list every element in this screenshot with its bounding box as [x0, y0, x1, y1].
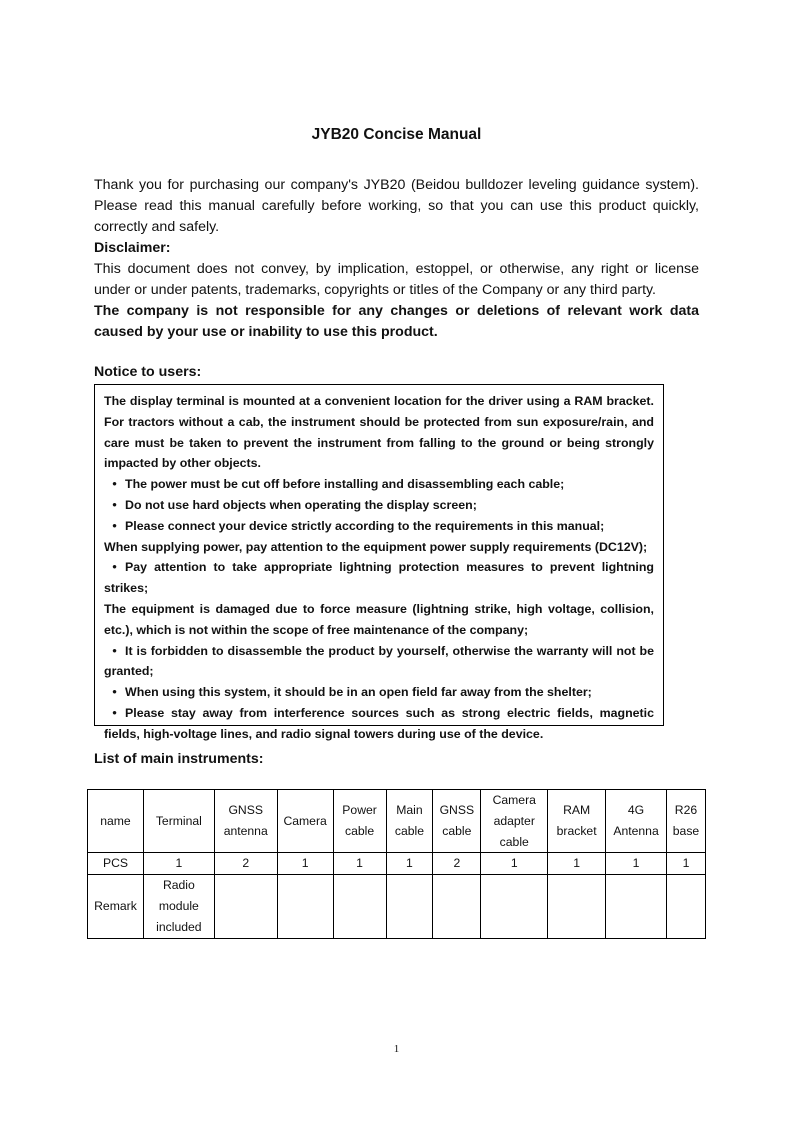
table-header-cell: R26 base	[666, 790, 705, 853]
bullet-icon: •	[112, 518, 117, 533]
table-cell	[481, 875, 548, 938]
notice-text: Do not use hard objects when operating the display screen;	[125, 497, 477, 512]
notice-paragraph	[104, 599, 654, 641]
bullet-icon: •	[112, 705, 117, 720]
table-cell: Radio module included	[143, 875, 214, 938]
intro-section	[94, 175, 699, 343]
table-cell: 1	[277, 853, 333, 875]
notice-bullet-item	[104, 703, 654, 745]
bullet-icon: •	[112, 477, 117, 492]
table-header-cell: Main cable	[386, 790, 433, 853]
table-cell: 2	[214, 853, 277, 875]
table-header-cell: GNSS antenna	[214, 790, 277, 853]
notice-bullet-item	[104, 516, 654, 537]
notice-heading: Notice to users:	[94, 364, 202, 380]
bullet-icon: •	[112, 643, 117, 658]
table-cell: 1	[666, 853, 705, 875]
instruments-heading: List of main instruments:	[94, 751, 264, 767]
table-cell	[214, 875, 277, 938]
bullet-icon: •	[112, 685, 117, 700]
notice-text: The equipment is damaged due to force measure (lightning strike, high voltage, collision, etc.), which is not within the scope of free maintenance of the company;	[104, 601, 654, 637]
table-header-cell: RAM bracket	[548, 790, 606, 853]
disclaimer-text: This document does not convey, by implication, estoppel, or otherwise, any right or license under or under patents, trademarks, copyrights or titles of the Company or any third party.	[94, 261, 699, 298]
notice-paragraph	[104, 537, 654, 558]
table-cell: 2	[433, 853, 481, 875]
table-cell: PCS	[88, 853, 144, 875]
table-cell	[277, 875, 333, 938]
disclaimer-bold-text: The company is not responsible for any changes or deletions of relevant work data caused by your use or inability to use this product.	[94, 303, 699, 340]
notice-bullet-item	[104, 641, 654, 683]
notice-bullet-item	[104, 557, 654, 599]
table-row	[88, 853, 706, 875]
table-header-cell: Camera adapter cable	[481, 790, 548, 853]
table-header-cell: 4G Antenna	[606, 790, 667, 853]
table-cell: 1	[143, 853, 214, 875]
notice-text: When using this system, it should be in an open field far away from the shelter;	[125, 685, 592, 700]
table-cell	[386, 875, 433, 938]
notice-box	[94, 384, 664, 741]
bullet-icon: •	[112, 560, 117, 575]
table-cell	[333, 875, 386, 938]
notice-bullet-item	[104, 495, 654, 516]
notice-bullet-item	[104, 474, 654, 495]
table-row	[88, 875, 706, 938]
notice-text: It is forbidden to disassemble the product by yourself, otherwise the warranty will not be granted;	[104, 643, 654, 679]
table-cell	[548, 875, 606, 938]
table-cell	[606, 875, 667, 938]
table-cell: Remark	[88, 875, 144, 938]
table-cell: 1	[333, 853, 386, 875]
table-header-cell: name	[88, 790, 144, 853]
notice-text: Please stay away from interference sources such as strong electric fields, magnetic fields, high-voltage lines, and radio signal towers during use of the device.	[104, 705, 654, 741]
bullet-icon: •	[112, 497, 117, 512]
notice-text: The display terminal is mounted at a convenient location for the driver using a RAM bracket. For tractors without a cab, the instrument should be protected from sun exposure/rain, and care must be taken to prevent the instrument from falling to the ground or being strongly impacted by other objects.	[104, 394, 654, 471]
table-cell: 1	[606, 853, 667, 875]
table-header-row	[88, 790, 706, 853]
table-header-cell: GNSS cable	[433, 790, 481, 853]
table-header-cell: Terminal	[143, 790, 214, 853]
table-cell: 1	[481, 853, 548, 875]
intro-paragraph: Thank you for purchasing our company's JYB20 (Beidou bulldozer leveling guidance system). Please read this manual carefully before working, so that you can use this product quickly, correctly and safely.	[94, 177, 699, 235]
table-cell	[433, 875, 481, 938]
instruments-table	[87, 789, 706, 939]
table-cell: 1	[386, 853, 433, 875]
notice-text: The power must be cut off before installing and disassembling each cable;	[125, 477, 565, 492]
notice-text: Pay attention to take appropriate lightning protection measures to prevent lightning strikes;	[104, 560, 654, 596]
document-title: JYB20 Concise Manual	[311, 126, 482, 143]
table-cell: 1	[548, 853, 606, 875]
notice-text: Please connect your device strictly according to the requirements in this manual;	[125, 518, 605, 533]
table-header-cell: Camera	[277, 790, 333, 853]
page-number: 1	[393, 1043, 400, 1055]
notice-text: When supplying power, pay attention to the equipment power supply requirements (DC12V);	[104, 539, 648, 554]
disclaimer-heading: Disclaimer:	[94, 240, 171, 256]
notice-bullet-item	[104, 682, 654, 703]
notice-paragraph	[104, 391, 654, 474]
table-header-cell: Power cable	[333, 790, 386, 853]
table-cell	[666, 875, 705, 938]
